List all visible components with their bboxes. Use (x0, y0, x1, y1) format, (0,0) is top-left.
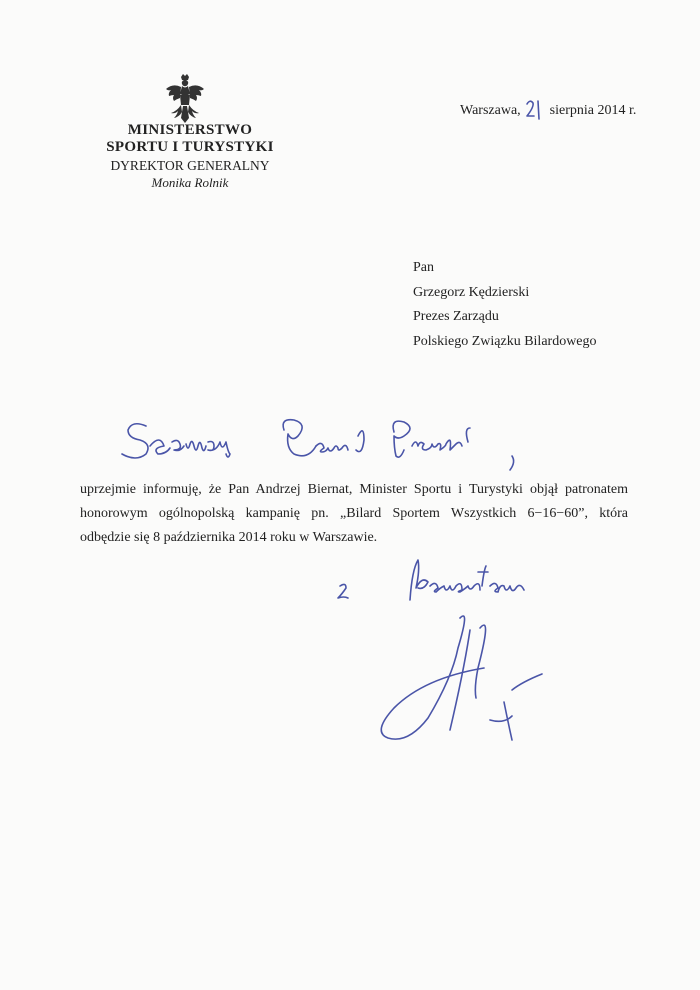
handwritten-day (524, 98, 546, 120)
polish-eagle-emblem-icon (162, 73, 208, 125)
body-line: uprzejmie informuję, że Pan Andrzej Biernat, Minister Sportu i Turystyki objął patronatem (80, 482, 628, 497)
recipient-name: Grzegorz Kędzierski (413, 284, 530, 300)
body-line: odbędzie się 8 października 2014 roku w Warszawie. (80, 530, 378, 545)
dateline-city: Warszawa, (460, 103, 521, 118)
sender-position: DYREKTOR GENERALNY (110, 158, 270, 173)
recipient-block (413, 256, 597, 354)
handwritten-closing (330, 556, 570, 616)
ministry-name-line1: MINISTERSTWO (127, 122, 253, 138)
dateline (460, 98, 636, 120)
handwritten-salutation (116, 412, 526, 474)
sender-name: Monika Rolnik (151, 175, 229, 190)
recipient-organization: Polskiego Związku Bilardowego (413, 333, 597, 349)
body-line: honorowym ogólnopolską kampanię pn. „Bilard Sportem Wszystkich 6−16−60”, która (80, 506, 628, 521)
recipient-title: Pan (413, 260, 434, 275)
letter-body (80, 478, 628, 550)
recipient-position: Prezes Zarządu (413, 309, 499, 324)
ministry-name-line2: SPORTU I TURYSTYKI (106, 139, 274, 155)
dateline-month-year: sierpnia 2014 r. (549, 103, 637, 118)
letterhead-block (90, 122, 290, 191)
handwritten-signature (380, 610, 550, 750)
